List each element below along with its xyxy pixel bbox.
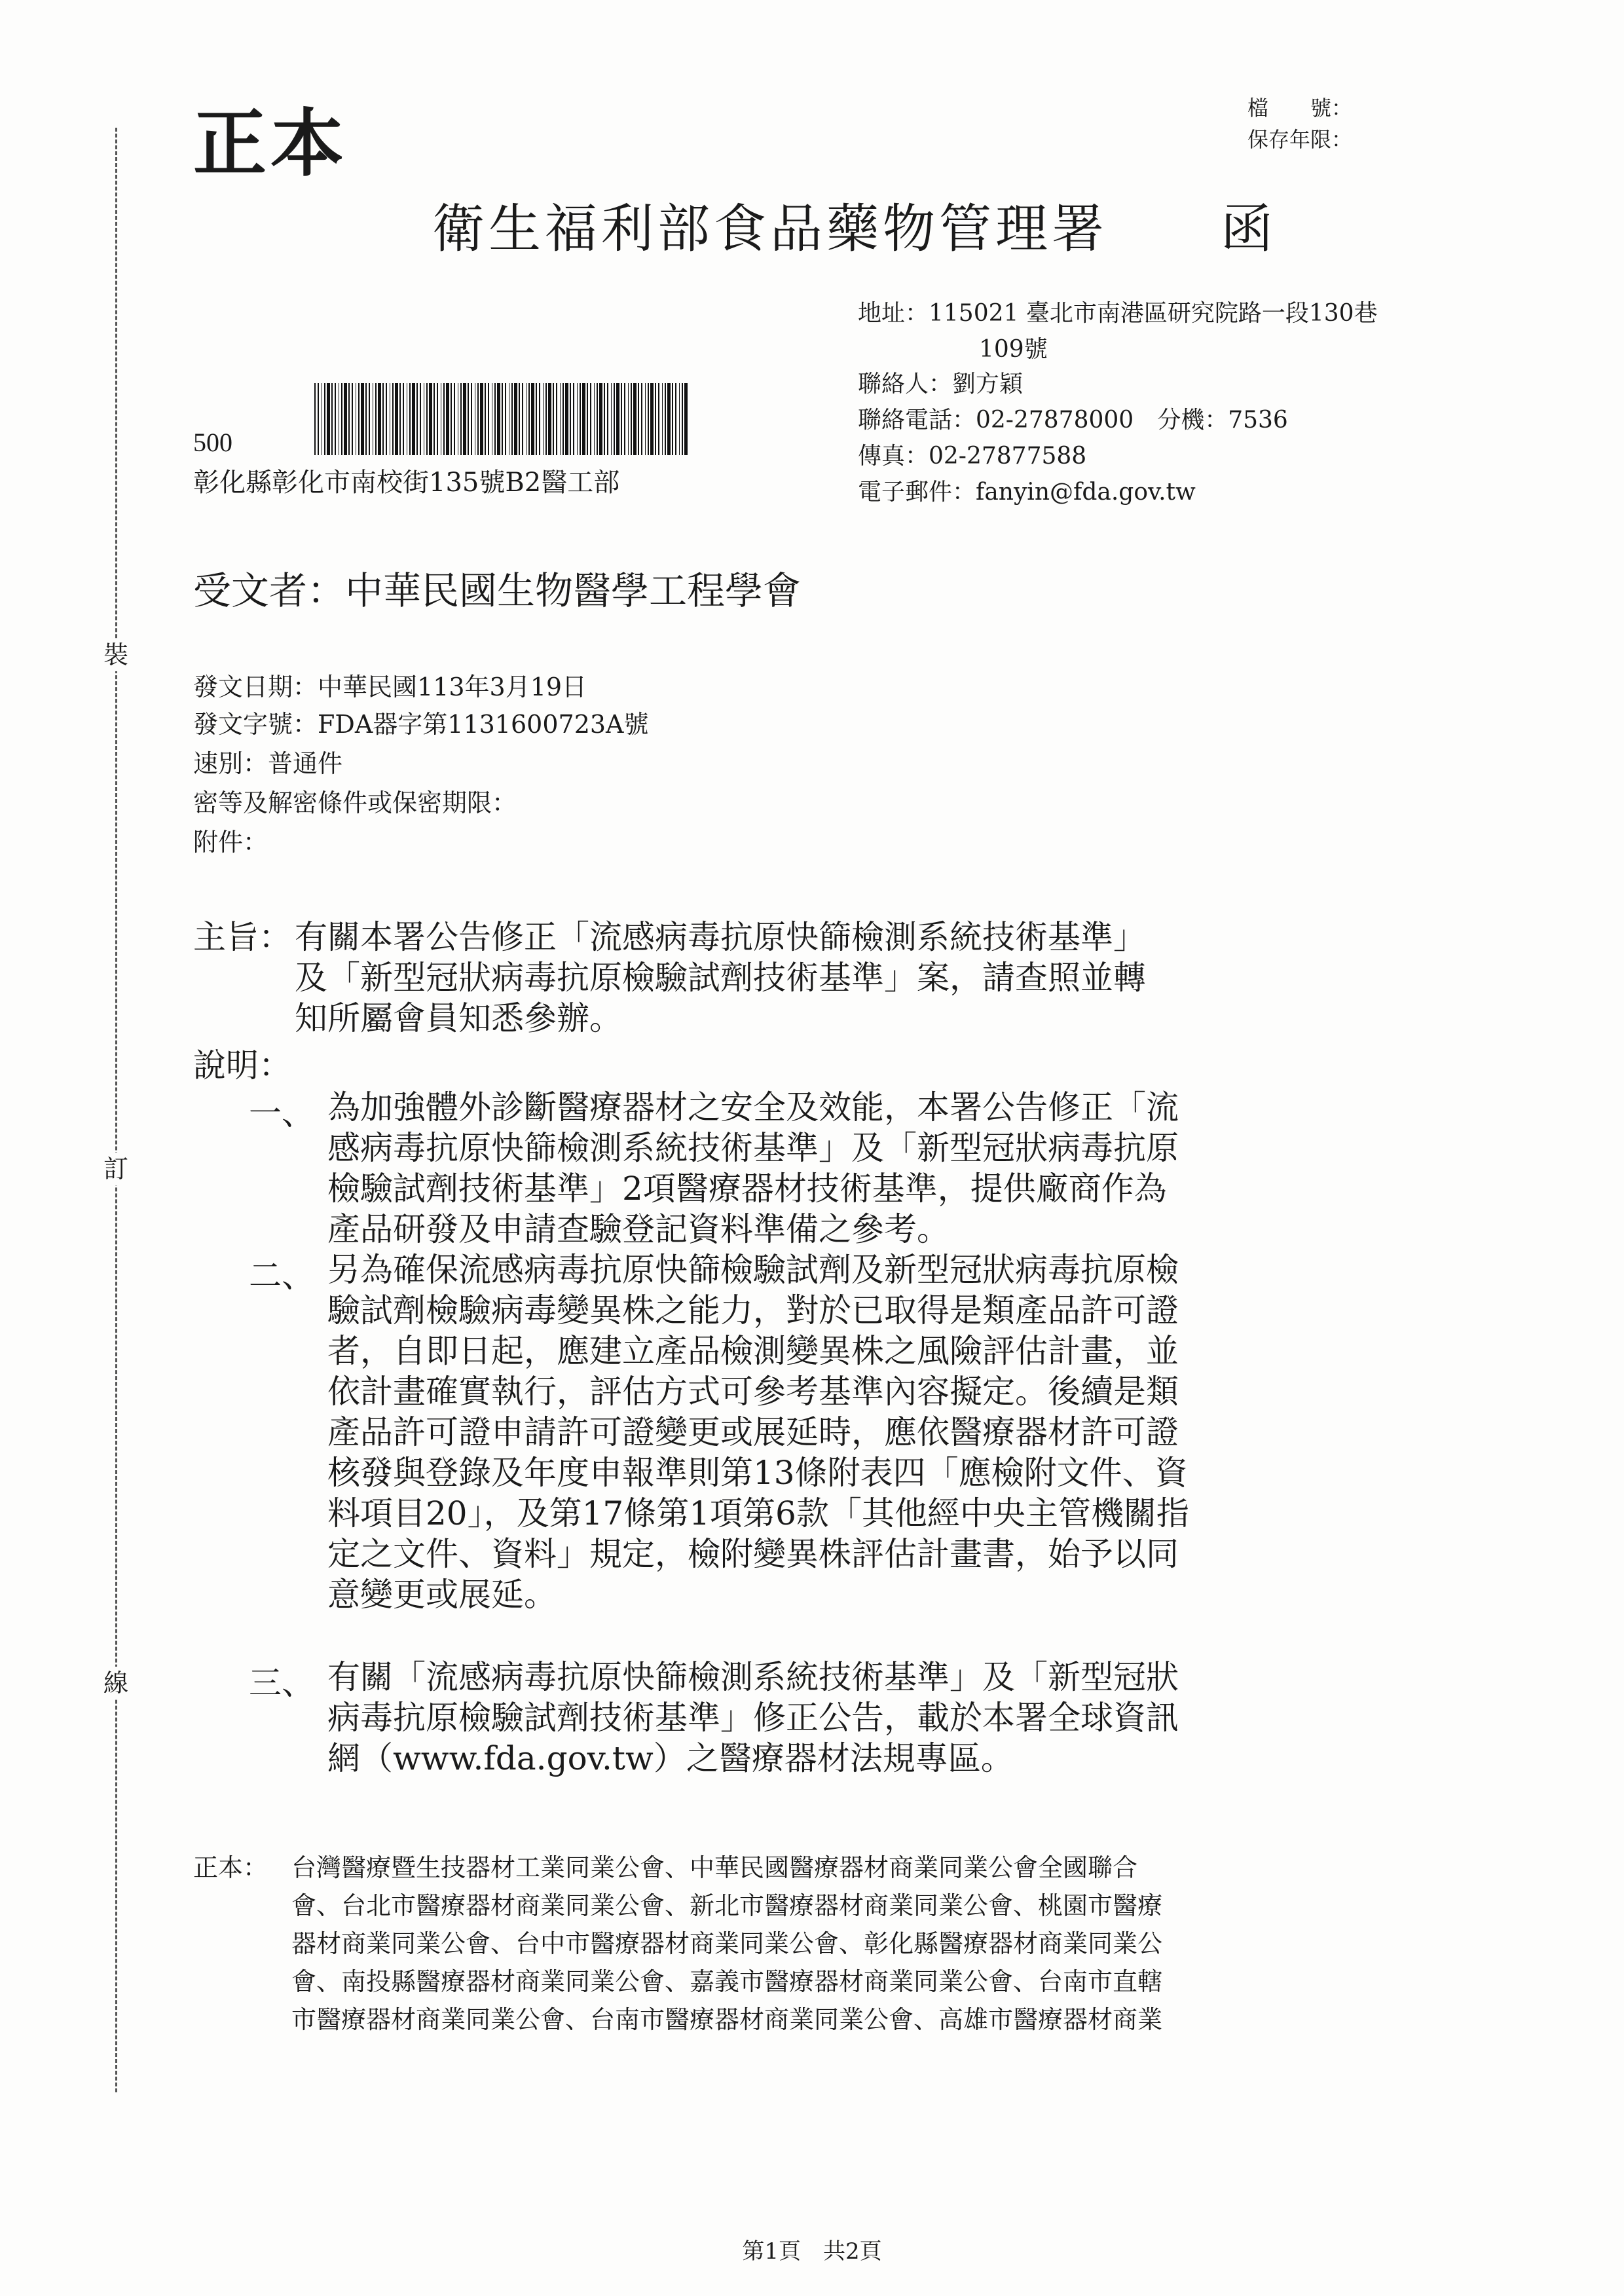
subject-line: 知所屬會員知悉參辦。 [295,999,622,1037]
barcode-bar [497,383,500,455]
issue-date: 發文日期：中華民國113年3月19日 [193,673,587,701]
barcode-bar [437,383,438,455]
barcode-bar [577,383,578,455]
barcode-bar [451,383,452,455]
barcode-bar [631,383,632,455]
item-line: 定之文件、資料」規定，檢附變異株評估計畫書，始予以同 [327,1535,1179,1573]
barcode-bar [655,383,656,455]
barcode-bar [587,383,588,455]
barcode-bar [545,383,547,455]
document-number: 發文字號：FDA器字第1131600723A號 [193,710,649,739]
barcode-bar [536,383,537,455]
barcode-bar [528,383,530,455]
barcode-bar [375,383,377,455]
barcode-bar [348,383,350,455]
barcode-bar [502,383,503,455]
recipient-address: 彰化縣彰化市南校街135號B2醫工部 [193,468,620,498]
barcode-bar [611,383,612,455]
barcode-bar [667,383,671,455]
barcode-bar [361,383,364,455]
barcode-bar [429,383,432,455]
barcode-bar [409,383,411,455]
contact-fax: 傳真：02-27877588 [858,443,1087,470]
barcode-bar [514,383,517,455]
barcode-bar [539,383,540,455]
barcode-bar [522,383,523,455]
barcode-image [314,383,688,455]
barcode-bar [621,383,622,455]
contact-person: 聯絡人：劉方穎 [858,371,1024,398]
barcode-bar [628,383,629,455]
barcode-bar [335,383,336,455]
barcode-bar [624,383,625,455]
barcode-bar [548,383,551,455]
attachment-label: 附件： [193,828,268,857]
barcode-bar [511,383,513,455]
item-line: 為加強體外診斷醫療器材之安全及效能，本署公告修正「流 [327,1088,1179,1126]
barcode-bar [590,383,591,455]
barcode-bar [616,383,619,455]
item-number: 二、 [249,1257,314,1295]
barcode-bar [638,383,639,455]
barcode-bar [682,383,683,455]
barcode-bar [641,383,642,455]
item-line: 病毒抗原檢驗試劑技術基準」修正公告，載於本署全球資訊 [327,1699,1179,1737]
barcode-bar [443,383,445,455]
margin-label-stitch: 訂 [100,1153,132,1185]
barcode-bar [597,383,598,455]
barcode-bar [580,383,581,455]
barcode-bar [672,383,673,455]
file-number-label: 檔 號： [1247,96,1352,120]
barcode-bar [604,383,605,455]
barcode-bar [463,383,466,455]
barcode-bar [519,383,520,455]
barcode-bar [645,383,646,455]
item-line: 產品研發及申請查驗登記資料準備之參考。 [327,1210,950,1248]
item-number: 一、 [249,1094,314,1132]
barcode-bar [570,383,571,455]
contact-address-line2: 109號 [979,336,1048,363]
barcode-bar [556,383,557,455]
item-line: 產品許可證申請許可證變更或展延時，應依醫療器材許可證 [327,1413,1179,1451]
copy-stamp: 正本 [193,101,348,187]
barcode-bar [563,383,564,455]
barcode-bar [553,383,554,455]
barcode-bar [327,383,330,455]
barcode-bar [344,383,347,455]
item-line: 網（www.fda.gov.tw）之醫療器材法規專區。 [327,1739,1014,1777]
barcode-bar [382,383,384,455]
item-line: 感病毒抗原快篩檢測系統技術基準」及「新型冠狀病毒抗原 [327,1129,1179,1167]
item-line: 依計畫確實執行，評估方式可參考基準內容擬定。後續是類 [327,1373,1179,1411]
barcode-bar [324,383,325,455]
barcode-bar [665,383,666,455]
barcode-bar [633,383,637,455]
item-line: 意變更或展延。 [327,1576,557,1614]
barcode-bar [468,383,469,455]
barcode-bar [358,383,360,455]
item-line: 者，自即日起，應建立產品檢測變異株之風險評估計畫，並 [327,1332,1179,1370]
barcode-bar [416,383,418,455]
subject-label: 主旨： [193,918,291,956]
issuing-agency-title: 衛生福利部食品藥物管理署 函 [432,198,1277,259]
barcode-bar [395,383,398,455]
barcode-bar [352,383,353,455]
barcode-bar [648,383,649,455]
cc-line: 台灣醫療暨生技器材工業同業公會、中華民國醫療器材商業同業公會全國聯合 [291,1853,1138,1882]
barcode-bar [531,383,534,455]
barcode-bar [331,383,333,455]
contact-phone: 聯絡電話：02-27878000 分機：7536 [858,407,1288,434]
item-line: 料項目20」，及第17條第1項第6款「其他經中央主管機關指 [327,1494,1189,1532]
barcode-bar [471,383,472,455]
item-line: 核發與登錄及年度申報準則第13條附表四「應檢附文件、資 [327,1454,1188,1492]
item-line: 有關「流感病毒抗原快篩檢測系統技術基準」及「新型冠狀 [327,1658,1179,1696]
item-number: 三、 [249,1664,314,1702]
barcode-bar [488,383,489,455]
barcode-bar [426,383,428,455]
contact-email: 電子郵件：fanyin@fda.gov.tw [858,479,1196,506]
barcode-bar [365,383,367,455]
barcode-bar [434,383,435,455]
subject-line: 及「新型冠狀病毒抗原檢驗試劑技術基準」案，請查照並轉 [295,959,1146,997]
barcode-bar [650,383,654,455]
barcode-bar [412,383,415,455]
barcode-bar [505,383,506,455]
barcode-bar [607,383,608,455]
barcode-bar [675,383,676,455]
barcode-bar [485,383,486,455]
barcode-bar [658,383,659,455]
barcode-bar [565,383,568,455]
item-line: 另為確保流感病毒抗原快篩檢驗試劑及新型冠狀病毒抗原檢 [327,1251,1179,1289]
barcode-bar [494,383,496,455]
cc-label: 正本： [193,1853,268,1882]
margin-label-line: 線 [100,1667,132,1699]
barcode-bar [341,383,342,455]
binding-margin-line [115,128,117,2092]
barcode-bar [582,383,585,455]
barcode-bar [480,383,483,455]
subject-line: 有關本署公告修正「流感病毒抗原快篩檢測系統技術基準」 [295,918,1146,956]
delivery-speed: 速別：普通件 [193,749,343,778]
barcode-bar [386,383,387,455]
barcode-bar [543,383,544,455]
contact-address-line1: 地址：115021 臺北市南港區研究院路一段130巷 [858,300,1378,327]
barcode-bar [403,383,404,455]
cc-line: 市醫療器材商業同業公會、台南市醫療器材商業同業公會、高雄市醫療器材商業 [291,2005,1163,2034]
barcode-bar [477,383,479,455]
barcode-bar [662,383,663,455]
barcode-bar [369,383,370,455]
barcode-bar [420,383,421,455]
cc-line: 會、南投縣醫療器材商業同業公會、嘉義市醫療器材商業同業公會、台南市直轄 [291,1967,1163,1996]
barcode-bar [314,383,316,455]
cc-line: 器材商業同業公會、台中市醫療器材商業同業公會、彰化縣醫療器材商業同業公 [291,1929,1163,1958]
page-number-footer: 第1頁 共2頁 [742,2238,882,2265]
barcode-bar [594,383,595,455]
recipient-line: 受文者：中華民國生物醫學工程學會 [193,568,802,613]
barcode-bar [573,383,574,455]
barcode-bar [560,383,561,455]
cc-line: 會、台北市醫療器材商業同業公會、新北市醫療器材商業同業公會、桃園市醫療 [291,1891,1163,1920]
item-line: 驗試劑檢驗病毒變異株之能力，對於已取得是類產品許可證 [327,1291,1179,1329]
barcode-bar [454,383,455,455]
barcode-bar [318,383,319,455]
barcode-bar [614,383,615,455]
secrecy-level: 密等及解密條件或保密期限： [193,788,517,817]
barcode-bar [378,383,381,455]
explanation-label: 說明： [193,1046,291,1084]
barcode-bar [599,383,602,455]
barcode-bar [684,383,688,455]
item-line: 檢驗試劑技術基準」2項醫療器材技術基準，提供廠商作為 [327,1170,1167,1208]
barcode-bar [399,383,401,455]
barcode-bar [392,383,394,455]
barcode-bar [446,383,449,455]
barcode-bar [679,383,680,455]
retention-period-label: 保存年限： [1247,127,1352,152]
barcode-bar [460,383,462,455]
margin-label-bind: 裝 [100,639,132,671]
postal-code: 500 [193,428,232,457]
